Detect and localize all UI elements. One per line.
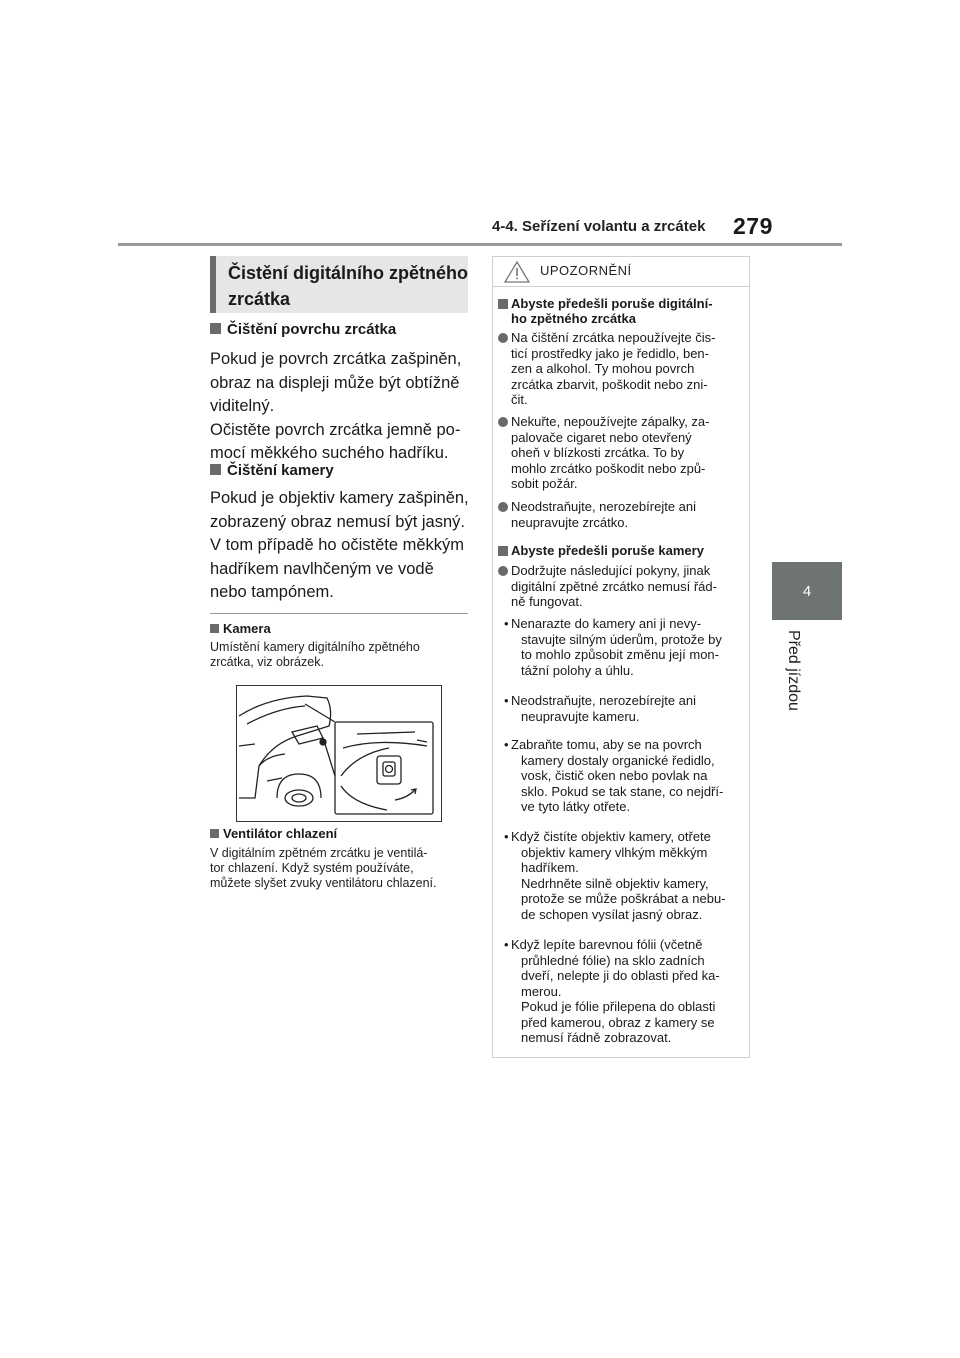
- running-header-section: 4-4. Seřízení volantu a zrcátek: [492, 218, 706, 235]
- text-line: Očistěte povrch zrcátka jemně po-: [210, 420, 461, 439]
- text-line: Abyste předešli poruše kamery: [511, 543, 704, 558]
- text-line: ticí prostředky jako je ředidlo, ben-: [511, 345, 709, 361]
- text-line: ve tyto látky otřete.: [521, 799, 631, 814]
- bullet-glyph: •: [504, 693, 509, 708]
- text-line: oheň v blízkosti zrcátka. To by: [511, 445, 685, 460]
- warning-bullet: [498, 937, 720, 1046]
- note-text-fan: [210, 846, 472, 891]
- text-line: neupravujte kameru.: [521, 708, 640, 724]
- text-line: Pokud je fólie přilepena do oblasti: [521, 999, 716, 1014]
- text-line: digitální zpětné zrcátko nemusí řád-: [511, 578, 717, 594]
- warning-triangle-icon: [504, 261, 530, 283]
- text-line: ně fungovat.: [511, 594, 583, 609]
- text-line: mohlo zrcátko poškodit nebo způ-: [511, 460, 706, 476]
- text-line: Neodstraňujte, nerozebírejte ani: [511, 693, 697, 708]
- text-line: sklo. Pokud se tak stane, co nejdří-: [521, 783, 724, 799]
- warning-section-heading: [498, 543, 704, 558]
- text-line: Dodržujte následující pokyny, jinak: [511, 563, 711, 578]
- chapter-tab: [772, 562, 842, 620]
- text-line: V digitálním zpětném zrcátku je ventilá-: [210, 846, 428, 860]
- text-line: Neodstraňujte, nerozebírejte ani: [511, 499, 697, 514]
- car-rear-camera-icon: [237, 686, 441, 821]
- text-line: Zabraňte tomu, aby se na povrch: [511, 737, 702, 752]
- warning-item: [498, 499, 696, 530]
- subheading-camera-cleaning: [210, 462, 334, 479]
- round-bullet-icon: [498, 417, 508, 427]
- text-line: ho zpětného zrcátka: [511, 311, 636, 326]
- text-line: to mohlo způsobit změnu její mon-: [521, 647, 719, 662]
- warning-bullet: [498, 693, 696, 724]
- round-bullet-icon: [498, 333, 508, 343]
- text-line: merou.: [521, 983, 562, 999]
- text-line: objektiv kamery vlhkým měkkým: [521, 844, 708, 860]
- subheading-text: Čištění povrchu zrcátka: [227, 321, 397, 338]
- text-line: tor chlazení. Když systém používáte,: [210, 861, 414, 875]
- text-line: Umístění kamery digitálního zpětného: [210, 640, 420, 654]
- text-line: sobit požár.: [511, 476, 578, 491]
- text-line: Pokud je povrch zrcátka zašpiněn,: [210, 350, 462, 368]
- text-line: tážní polohy a úhlu.: [521, 662, 634, 678]
- text-line: V tom případě ho očistěte měkkým: [210, 536, 465, 554]
- text-line: obraz na displeji může být obtížně: [210, 373, 460, 392]
- warning-title: UPOZORNĚNÍ: [540, 263, 632, 278]
- text-line: hadříkem.: [521, 860, 579, 875]
- text-line: vosk, čistič oken nebo povlak na: [521, 768, 708, 783]
- subheading-text: Čištění kamery: [227, 462, 334, 479]
- warning-section-heading: [498, 296, 713, 326]
- divider: [210, 613, 468, 614]
- text-line: průhledné fólie) na sklo zadních: [521, 952, 705, 968]
- text-line: Nekuřte, nepoužívejte zápalky, za-: [511, 414, 710, 429]
- text-line: Nenarazte do kamery ani ji nevy-: [511, 616, 702, 631]
- warning-bullet: [498, 829, 726, 922]
- note-heading-text: Kamera: [223, 621, 271, 636]
- paragraph-mirror-cleaning: [210, 348, 472, 466]
- warning-item: [498, 414, 709, 492]
- chapter-number: 4: [802, 582, 812, 600]
- text-line: Nedrhněte silně objektiv kamery,: [521, 875, 709, 891]
- bullet-glyph: •: [504, 937, 509, 952]
- text-line: můžete slyšet zvuky ventilátoru chlazení.: [210, 876, 437, 890]
- text-line: zen a alkohol. Ty mohou povrch: [511, 361, 695, 376]
- section-heading-line: zrcátka: [228, 289, 291, 309]
- text-line: hadříkem navlhčeným ve vodě: [210, 559, 434, 578]
- text-line: Když čistíte objektiv kamery, otřete: [511, 829, 711, 844]
- round-bullet-icon: [498, 502, 508, 512]
- text-line: protože se může poškrábat a nebu-: [521, 891, 726, 906]
- text-line: Abyste předešli poruše digitální-: [511, 296, 713, 311]
- text-line: palovače cigaret nebo otevřený: [511, 429, 692, 445]
- square-bullet-icon: [210, 829, 219, 838]
- note-text-camera: [210, 640, 472, 670]
- text-line: zrcátka zbarvit, poškodit nebo zni-: [511, 376, 708, 392]
- text-line: zobrazený obraz nemusí být jasný.: [210, 512, 465, 531]
- text-line: de schopen vysílat jasný obraz.: [521, 906, 703, 922]
- warning-item: [498, 330, 715, 408]
- text-line: kamery dostaly organické ředidlo,: [521, 752, 715, 768]
- bullet-glyph: •: [504, 829, 509, 844]
- text-line: Když lepíte barevnou fólii (včetně: [511, 937, 703, 952]
- header-rule: [118, 243, 842, 246]
- camera-location-illustration: [236, 685, 442, 822]
- section-heading: [210, 256, 468, 313]
- warning-item: [498, 563, 717, 610]
- text-line: neupravujte zrcátko.: [511, 514, 629, 530]
- bullet-glyph: •: [504, 737, 509, 752]
- section-heading-line: Čistění digitálního zpětného: [228, 263, 468, 283]
- paragraph-camera-cleaning: [210, 487, 472, 605]
- text-line: mocí měkkého suchého hadříku.: [210, 444, 449, 462]
- square-bullet-icon: [210, 464, 221, 475]
- text-line: Pokud je objektiv kamery zašpiněn,: [210, 489, 469, 507]
- text-line: Na čištění zrcátka nepoužívejte čis-: [511, 330, 716, 345]
- chapter-label: Před jízdou: [785, 630, 802, 711]
- note-heading-fan: [210, 826, 337, 841]
- text-line: nemusí řádně zobrazovat.: [521, 1030, 672, 1045]
- warning-bullet: [498, 616, 722, 678]
- subheading-mirror-cleaning: [210, 321, 396, 338]
- text-line: nebo tampónem.: [210, 583, 334, 601]
- text-line: dveří, nelepte ji do oblasti před ka-: [521, 968, 720, 983]
- bullet-glyph: •: [504, 616, 509, 631]
- round-bullet-icon: [498, 566, 508, 576]
- note-heading-camera: [210, 621, 271, 636]
- square-bullet-icon: [498, 546, 508, 556]
- square-bullet-icon: [210, 624, 219, 633]
- text-line: stavujte silným úderům, protože by: [521, 631, 722, 647]
- note-heading-text: Ventilátor chlazení: [223, 826, 338, 841]
- page-number: 279: [733, 213, 773, 239]
- text-line: před kamerou, obraz z kamery se: [521, 1014, 715, 1030]
- text-line: viditelný.: [210, 397, 275, 415]
- text-line: zrcátka, viz obrázek.: [210, 655, 324, 669]
- warning-bullet: [498, 737, 723, 815]
- text-line: čit.: [511, 392, 528, 407]
- square-bullet-icon: [210, 323, 221, 334]
- square-bullet-icon: [498, 299, 508, 309]
